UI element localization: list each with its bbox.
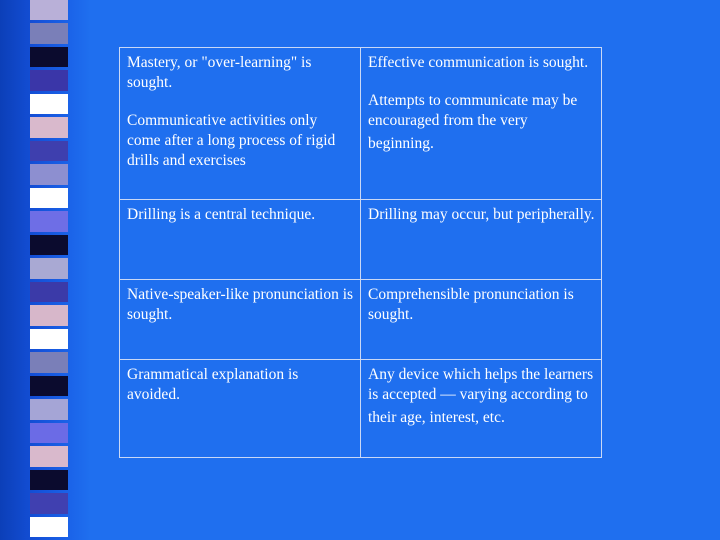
table-cell-left bbox=[120, 48, 361, 200]
cell-text: Attempts to communicate may be encouraged from the very bbox=[368, 92, 578, 129]
cell-text: beginning. bbox=[368, 135, 434, 152]
stripe-block bbox=[30, 47, 68, 67]
cell-text: Effective communication is sought. bbox=[368, 54, 589, 71]
table-cell-left bbox=[120, 280, 361, 360]
stripe-block bbox=[30, 141, 68, 161]
cell-text: Any device which helps the learners is accepted — varying according to bbox=[368, 366, 594, 403]
table-cell-right bbox=[361, 280, 602, 360]
table-cell-left bbox=[120, 360, 361, 458]
stripe-block bbox=[30, 235, 68, 255]
stripe-block bbox=[30, 329, 68, 349]
stripe-block bbox=[30, 70, 68, 90]
stripe-block bbox=[30, 305, 68, 325]
stripe-block bbox=[30, 399, 68, 419]
cell-text: Comprehensible pronunciation is sought. bbox=[368, 286, 574, 323]
table-cell-right bbox=[361, 360, 602, 458]
cell-text: Mastery, or "over-learning" is sought. bbox=[127, 54, 312, 91]
stripe-block bbox=[30, 94, 68, 114]
stripe-block bbox=[30, 352, 68, 372]
stripe-block bbox=[30, 258, 68, 278]
stripe-block bbox=[30, 164, 68, 184]
table-row bbox=[120, 280, 602, 360]
table-cell-right bbox=[361, 200, 602, 280]
cell-text: Drilling is a central technique. bbox=[127, 206, 316, 223]
table-cell-right bbox=[361, 48, 602, 200]
stripe-block bbox=[30, 470, 68, 490]
cell-text: their age, interest, etc. bbox=[368, 409, 505, 426]
cell-text: Communicative activities only come after a long process of rigid drills and exercises bbox=[127, 112, 336, 169]
stripe-block bbox=[30, 117, 68, 137]
decorative-stripe-column bbox=[30, 0, 68, 540]
table-cell-left bbox=[120, 200, 361, 280]
table-row bbox=[120, 360, 602, 458]
stripe-block bbox=[30, 0, 68, 20]
cell-text: Grammatical explanation is avoided. bbox=[127, 366, 299, 403]
stripe-block bbox=[30, 446, 68, 466]
stripe-block bbox=[30, 517, 68, 537]
stripe-block bbox=[30, 493, 68, 513]
stripe-block bbox=[30, 282, 68, 302]
cell-text: Native-speaker-like pronunciation is sought. bbox=[127, 286, 354, 323]
table-row bbox=[120, 48, 602, 200]
table-row bbox=[120, 200, 602, 280]
comparison-table bbox=[119, 47, 602, 458]
stripe-block bbox=[30, 376, 68, 396]
stripe-block bbox=[30, 188, 68, 208]
stripe-block bbox=[30, 211, 68, 231]
stripe-block bbox=[30, 23, 68, 43]
cell-text: Drilling may occur, but peripherally. bbox=[368, 206, 595, 223]
stripe-block bbox=[30, 423, 68, 443]
